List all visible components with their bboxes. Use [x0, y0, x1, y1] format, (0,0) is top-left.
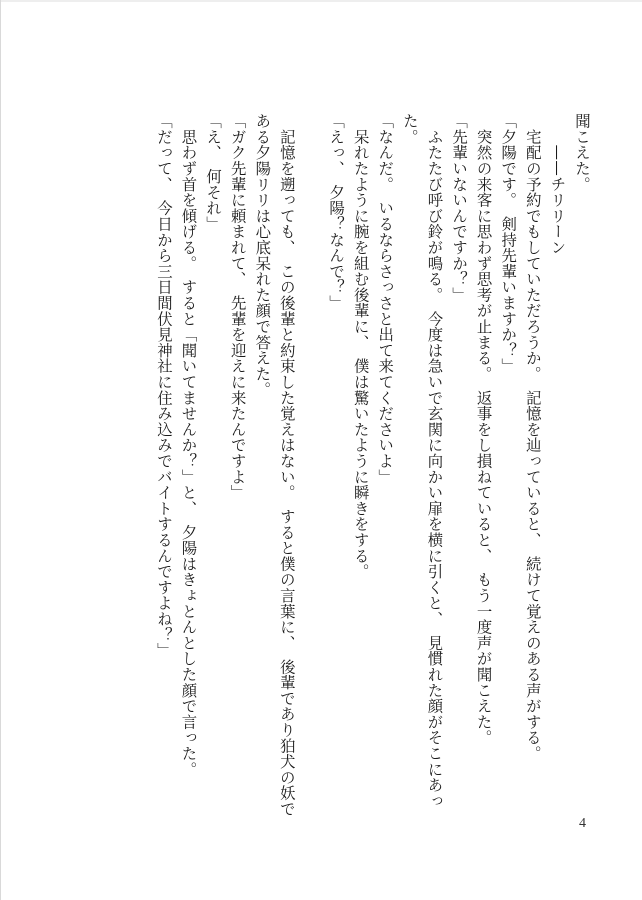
text-line-3: 宅配の予約でもしていただろうか。 記憶を辿っていると、 続けて覚えのある声がする。 — [523, 113, 542, 762]
text-line-6: 「先輩いないんですか？」 — [450, 113, 469, 303]
page-top-edge — [1, 0, 642, 2]
blank-line — [299, 113, 324, 813]
text-line-1: 聞こえた。 — [573, 113, 591, 192]
text-line-7: ふたたび呼び鈴が鳴る。 今度は急いで玄関に向かい扉を横に引くと、 見慣れた顔がそこにあっ — [425, 113, 444, 809]
text-line-9: 「なんだ。 いるならさっさと出て来てくださいよ」 — [376, 113, 395, 485]
text-line-15: 「ガク先輩に頼まれて、 先輩を迎えに来たんですよ」 — [228, 113, 247, 501]
text-line-16: 「え、 何それ」 — [204, 113, 223, 232]
text-line-11: 「えっ、 夕陽？なんで？」 — [327, 113, 346, 311]
text-line-13: 記憶を遡っても、 この後輩と約束した覚えはない。 すると僕の言葉に、 後輩であり狛犬の妖で — [277, 113, 296, 817]
text-line-5: 突然の来客に思わず思考が止まる。 返事をし損ねていると、 もう一度声が聞こえた。 — [474, 113, 493, 746]
text-line-14: ある夕陽リリは心底呆れた顔で答えた。 — [253, 113, 272, 398]
page-number: 4 — [579, 816, 586, 831]
text-line-10: 呆れたように腕を組む後輩に、 僕は驚いたように瞬きをする。 — [351, 113, 370, 580]
text-line-18: 「だって、 今日から三日間伏見神社に住み込みでバイトするんですよね？」 — [154, 113, 173, 659]
vertical-body-text — [151, 113, 594, 817]
text-line-8: た。 — [400, 113, 419, 145]
text-line-17: 思わず首を傾げる。 すると「聞いてませんか？」と、 夕陽はきょとんとした顔で言った。 — [179, 113, 198, 777]
text-line-2: ——チリリーン — [548, 113, 567, 256]
text-line-4: 「夕陽です。 剣持先輩いますか？」 — [499, 113, 518, 374]
